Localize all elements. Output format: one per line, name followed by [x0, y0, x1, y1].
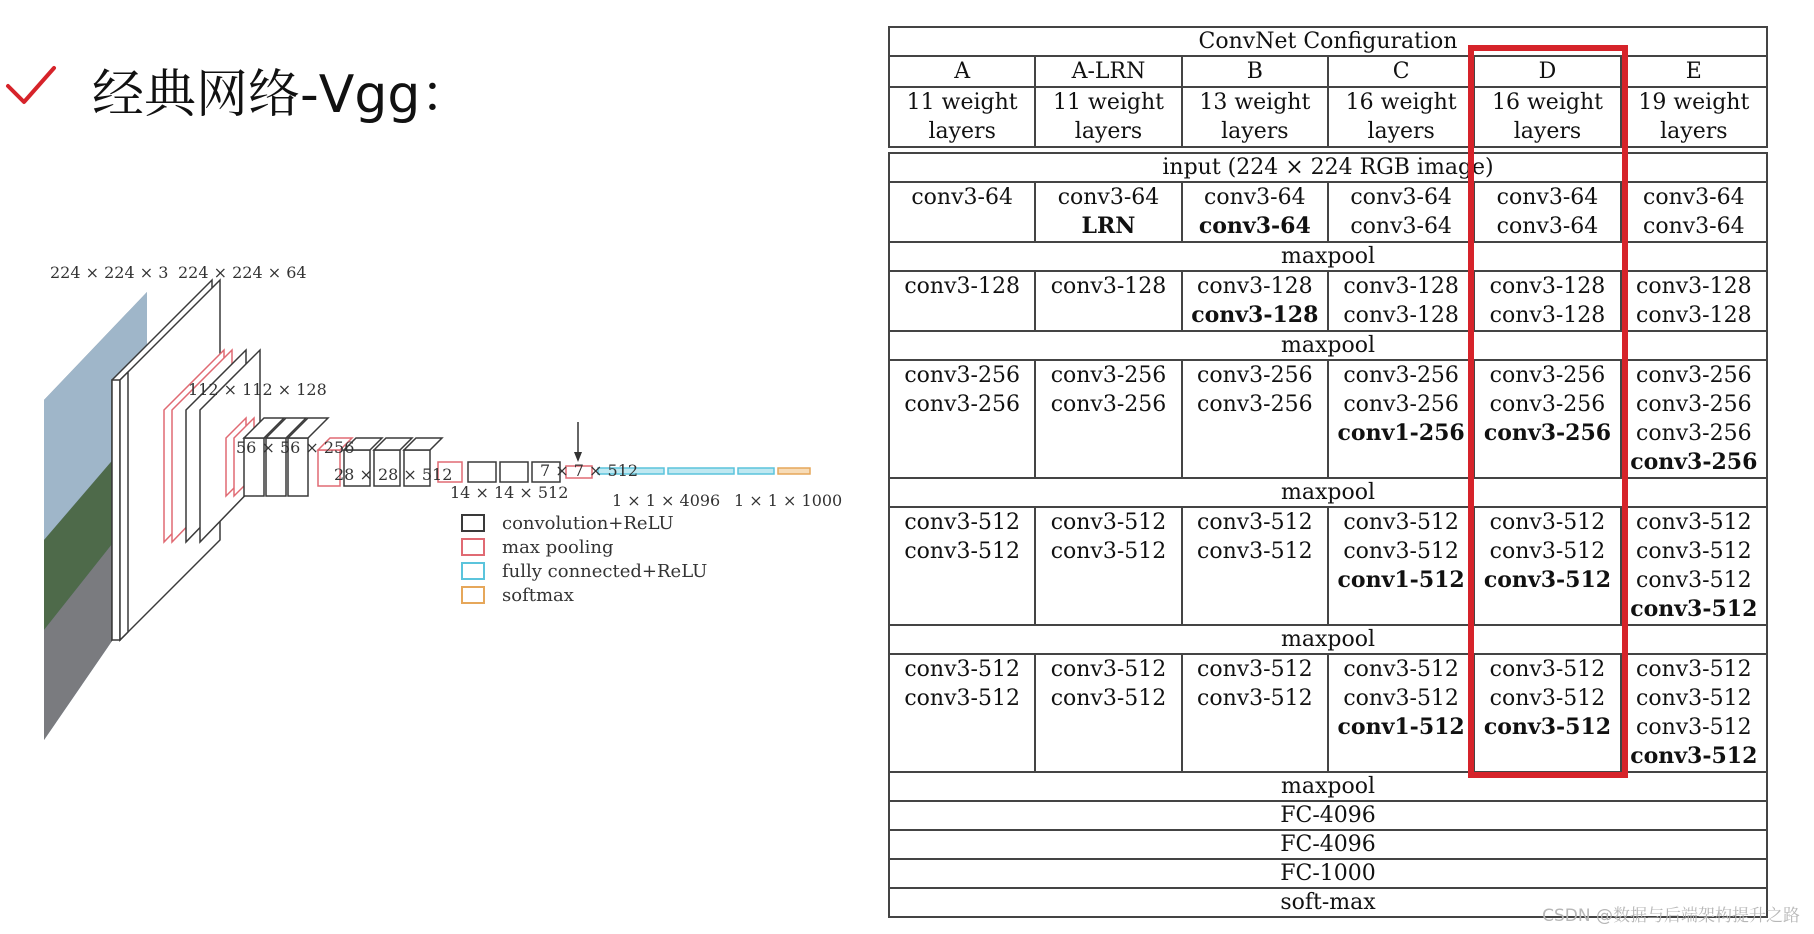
- cell-line: conv3-512: [1197, 686, 1313, 711]
- layer-cell: [1035, 360, 1181, 478]
- cell-line: 13 weight: [1199, 90, 1311, 115]
- cell-line: conv3-256: [1636, 421, 1752, 446]
- legend-label: softmax: [502, 585, 574, 606]
- column-name: [1328, 56, 1474, 87]
- layer-cell: [889, 360, 1035, 478]
- dim-label: 56 × 56 × 256: [236, 438, 355, 457]
- tail-row-cell: maxpool: [889, 772, 1767, 801]
- column-names-row: [889, 56, 1767, 87]
- cell-line: layers: [1221, 119, 1289, 144]
- cell-line: A-LRN: [1071, 59, 1146, 84]
- table-caption-cell: ConvNet Configuration: [889, 27, 1767, 56]
- cell-line: conv3-128: [1191, 302, 1319, 328]
- layer-cell: [1474, 654, 1620, 772]
- column-depth-row: [889, 87, 1767, 147]
- layer-cell: [1182, 654, 1328, 772]
- tail-row: [889, 772, 1767, 801]
- dim-label: 1 × 1 × 1000: [734, 491, 843, 510]
- layer-cell: [1474, 507, 1620, 625]
- cell-line: conv3-512: [1636, 686, 1752, 711]
- cell-line: 16 weight: [1345, 90, 1457, 115]
- dim-label: 1 × 1 × 4096: [612, 491, 721, 510]
- cell-line: conv3-64: [1643, 185, 1745, 210]
- cell-line: conv1-512: [1337, 714, 1465, 740]
- cell-line: conv3-512: [1197, 657, 1313, 682]
- maxpool-row-cell: maxpool: [889, 478, 1767, 507]
- cell-line: conv3-256: [1489, 392, 1606, 417]
- cell-line: conv3-64: [1057, 185, 1160, 210]
- maxpool-row: [889, 242, 1767, 271]
- layer-cell: [1182, 360, 1328, 478]
- cell-line: conv3-256: [1343, 392, 1459, 417]
- cell-line: conv3-64: [1350, 185, 1452, 210]
- cell-line: conv3-512: [1343, 686, 1459, 711]
- legend-label: convolution+ReLU: [502, 513, 674, 534]
- cell-line: conv3-512: [1630, 596, 1758, 622]
- layer-cell: [1474, 271, 1620, 331]
- cell-line: conv3-128: [1343, 274, 1459, 299]
- dim-label: 224 × 224 × 3: [50, 263, 169, 282]
- cell-line: conv3-512: [1636, 510, 1752, 535]
- tail-row: [889, 801, 1767, 830]
- cell-line: conv3-64: [1204, 185, 1306, 210]
- cell-line: conv3-64: [1198, 213, 1311, 239]
- layer-cell: [1328, 654, 1474, 772]
- conv-block-row: [889, 654, 1767, 772]
- cell-line: conv3-256: [1343, 363, 1459, 388]
- layer-cell: [1035, 182, 1181, 242]
- cell-line: conv3-256: [1489, 363, 1606, 388]
- layer-cell: [1621, 182, 1767, 242]
- cell-line: conv3-64: [1496, 214, 1599, 239]
- dim-label: 7 × 7 × 512: [540, 461, 639, 480]
- conv-block-3: [226, 418, 328, 496]
- layer-cell: [1035, 654, 1181, 772]
- cell-line: A: [954, 59, 971, 84]
- cell-line: conv3-64: [1496, 185, 1599, 210]
- cell-line: C: [1392, 59, 1410, 84]
- cell-line: conv3-64: [911, 185, 1013, 210]
- cell-line: conv3-512: [1050, 686, 1167, 711]
- cell-line: conv3-512: [1636, 715, 1752, 740]
- tail-row-cell: FC-4096: [889, 801, 1767, 830]
- cell-line: conv3-128: [1343, 303, 1459, 328]
- layer-cell: [889, 271, 1035, 331]
- cell-line: conv3-512: [1197, 539, 1313, 564]
- cell-line: conv3-512: [1343, 510, 1459, 535]
- maxpool-row-cell: maxpool: [889, 331, 1767, 360]
- cell-line: layers: [1074, 119, 1143, 144]
- conv-block-row: [889, 182, 1767, 242]
- cell-line: conv3-512: [1636, 657, 1752, 682]
- dim-label: 112 × 112 × 128: [188, 380, 327, 399]
- cell-line: conv3-256: [1197, 363, 1313, 388]
- column-depth: [889, 87, 1035, 147]
- column-depth: [1035, 87, 1181, 147]
- maxpool-row: [889, 331, 1767, 360]
- cell-line: conv3-512: [1050, 539, 1167, 564]
- cell-line: conv3-256: [1050, 363, 1167, 388]
- layer-cell: [1328, 507, 1474, 625]
- cell-line: conv3-512: [1489, 510, 1606, 535]
- maxpool-row-cell: maxpool: [889, 242, 1767, 271]
- cell-line: conv3-128: [1636, 303, 1752, 328]
- layer-cell: [1035, 507, 1181, 625]
- maxpool-row: [889, 625, 1767, 654]
- dim-label: 28 × 28 × 512: [334, 465, 453, 484]
- legend-swatch: [462, 587, 484, 603]
- tail-row-cell: FC-4096: [889, 830, 1767, 859]
- tail-row: [889, 830, 1767, 859]
- cell-line: conv3-256: [904, 392, 1020, 417]
- convnet-config-table: [888, 26, 1768, 918]
- layer-cell: [1328, 182, 1474, 242]
- cell-line: conv3-512: [1636, 539, 1752, 564]
- cell-line: conv1-256: [1337, 420, 1465, 446]
- cell-line: conv3-128: [1636, 274, 1752, 299]
- cell-line: E: [1685, 59, 1702, 84]
- cell-line: 11 weight: [906, 90, 1018, 115]
- conv-block-row: [889, 360, 1767, 478]
- cell-line: conv3-512: [1483, 567, 1612, 593]
- watermark: CSDN @数据与后端架构提升之路: [1542, 906, 1800, 926]
- cell-line: conv3-128: [1489, 274, 1606, 299]
- cell-line: layers: [1513, 119, 1582, 144]
- cell-line: conv3-128: [1050, 274, 1167, 299]
- legend-swatch: [462, 539, 484, 555]
- cell-line: conv3-512: [904, 539, 1020, 564]
- checkmark-icon: [4, 62, 58, 108]
- input-row: [889, 153, 1767, 182]
- cell-line: 16 weight: [1491, 90, 1603, 115]
- conv-block-row: [889, 271, 1767, 331]
- dim-label: 224 × 224 × 64: [178, 263, 307, 282]
- layer-cell: [1621, 360, 1767, 478]
- cell-line: conv3-256: [904, 363, 1020, 388]
- column-depth: [1328, 87, 1474, 147]
- cell-line: 11 weight: [1053, 90, 1164, 115]
- cell-line: conv3-512: [1343, 657, 1459, 682]
- legend-label: fully connected+ReLU: [502, 561, 708, 582]
- column-name: [1474, 56, 1620, 87]
- column-depth: [1621, 87, 1767, 147]
- legend-label: max pooling: [502, 537, 614, 558]
- layer-cell: [889, 654, 1035, 772]
- cell-line: conv3-256: [1630, 449, 1758, 475]
- cell-line: conv3-512: [1050, 657, 1167, 682]
- cell-line: LRN: [1081, 213, 1136, 239]
- maxpool-row: [889, 478, 1767, 507]
- cell-line: conv3-256: [1636, 392, 1752, 417]
- conv-block-row: [889, 507, 1767, 625]
- column-depth: [1474, 87, 1620, 147]
- cell-line: conv3-512: [1343, 539, 1459, 564]
- cell-line: layers: [1660, 119, 1728, 144]
- cell-line: conv3-512: [1489, 539, 1606, 564]
- cell-line: conv3-512: [1636, 568, 1752, 593]
- cell-line: conv3-512: [1050, 510, 1167, 535]
- layer-cell: [1621, 507, 1767, 625]
- layer-cell: [1182, 507, 1328, 625]
- layer-cell: [1474, 182, 1620, 242]
- cell-line: conv1-512: [1337, 567, 1465, 593]
- cell-line: conv3-128: [1197, 274, 1313, 299]
- cell-line: conv3-512: [904, 686, 1020, 711]
- page-title: 经典网络-Vgg：: [92, 65, 473, 125]
- layer-cell: [1621, 654, 1767, 772]
- cell-line: conv3-512: [1489, 686, 1606, 711]
- cell-line: conv3-128: [904, 274, 1020, 299]
- layer-cell: [1182, 271, 1328, 331]
- cell-line: conv3-256: [1050, 392, 1167, 417]
- layer-cell: [889, 182, 1035, 242]
- diagram-legend: [462, 513, 707, 606]
- cell-line: layers: [928, 119, 996, 144]
- layer-cell: [1182, 182, 1328, 242]
- column-name: [889, 56, 1035, 87]
- tail-row: [889, 859, 1767, 888]
- cell-line: B: [1246, 59, 1263, 84]
- column-depth: [1182, 87, 1328, 147]
- cell-line: conv3-256: [1197, 392, 1313, 417]
- cell-line: conv3-64: [1643, 214, 1745, 239]
- layer-cell: [889, 507, 1035, 625]
- layer-cell: [1328, 360, 1474, 478]
- legend-swatch: [462, 515, 484, 531]
- layer-cell: [1621, 271, 1767, 331]
- vgg-architecture-diagram: [0, 240, 860, 760]
- tail-row-cell: soft-max: [889, 888, 1767, 917]
- column-name: [1182, 56, 1328, 87]
- cell-line: D: [1538, 59, 1557, 84]
- cell-line: layers: [1367, 119, 1435, 144]
- cell-line: conv3-128: [1489, 303, 1606, 328]
- layer-cell: [1474, 360, 1620, 478]
- table-caption: [889, 27, 1767, 56]
- input-row-cell: input (224 × 224 RGB image): [889, 153, 1767, 182]
- cell-line: conv3-512: [1483, 714, 1612, 740]
- cell-line: conv3-512: [1489, 657, 1606, 682]
- layer-cell: [1035, 271, 1181, 331]
- cell-line: conv3-512: [904, 657, 1020, 682]
- column-name: [1035, 56, 1181, 87]
- cell-line: conv3-512: [1630, 743, 1758, 769]
- layer-cell: [1328, 271, 1474, 331]
- legend-swatch: [462, 563, 484, 579]
- dim-label: 14 × 14 × 512: [450, 483, 569, 502]
- tail-row-cell: FC-1000: [889, 859, 1767, 888]
- cell-line: conv3-512: [1197, 510, 1313, 535]
- cell-line: conv3-512: [904, 510, 1020, 535]
- column-name: [1621, 56, 1767, 87]
- cell-line: 19 weight: [1638, 90, 1750, 115]
- maxpool-row-cell: maxpool: [889, 625, 1767, 654]
- cell-line: conv3-256: [1483, 420, 1612, 446]
- cell-line: conv3-64: [1350, 214, 1452, 239]
- cell-line: conv3-256: [1636, 363, 1752, 388]
